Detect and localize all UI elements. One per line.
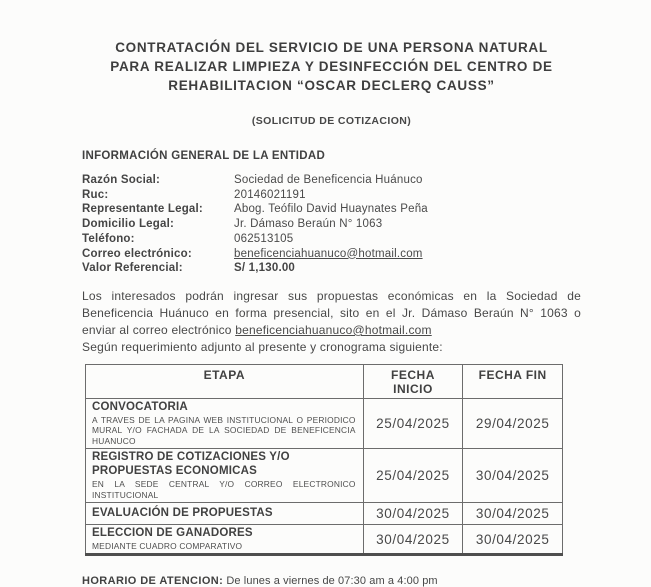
attention-hours-value: De lunes a viernes de 07:30 am a 4:00 pm xyxy=(223,575,438,587)
document-subtitle: (SOLICITUD DE COTIZACION) xyxy=(251,115,412,127)
date-end: 29/04/2025 xyxy=(463,398,563,448)
info-row-valor-referencial xyxy=(82,261,581,276)
stage-cell xyxy=(86,524,364,554)
info-label: Razón Social: xyxy=(82,174,161,186)
stage-cell xyxy=(86,502,364,524)
date-end: 30/04/2025 xyxy=(463,524,563,554)
document-title xyxy=(82,38,581,95)
date-start: 25/04/2025 xyxy=(363,398,463,448)
stage-detail: A TRAVES DE LA PAGINA WEB INSTITUCIONAL O PERIODICO MURAL Y/O FACHADA DE LA SOCIEDAD DE BENEFICENCIA HUANUCO xyxy=(92,414,356,446)
info-value: 062513105 xyxy=(234,232,294,245)
email-link[interactable]: beneficenciahuanuco@hotmail.com xyxy=(234,247,423,260)
info-value: Jr. Dámaso Beraún N° 1063 xyxy=(234,218,383,231)
entity-info-grid xyxy=(82,173,581,276)
info-label: Valor Referencial: xyxy=(82,262,183,275)
info-value: Sociedad de Beneficencia Huánuco xyxy=(234,174,423,186)
info-value-referential: S/ 1,130.00 xyxy=(234,262,296,275)
info-label: Domicilio Legal: xyxy=(82,218,175,231)
title-line-2: PARA REALIZAR LIMPIEZA Y DESINFECCIÓN DEL CENTRO DE xyxy=(110,59,553,74)
stage-detail: EN LA SEDE CENTRAL Y/O CORREO ELECTRONICO INSTITUCIONAL xyxy=(92,479,356,500)
info-row-representante-legal xyxy=(82,202,581,217)
info-value: Abog. Teófilo David Huaynates Peña xyxy=(234,203,428,216)
date-start: 30/04/2025 xyxy=(363,502,463,524)
info-row-ruc xyxy=(82,188,581,203)
date-end: 30/04/2025 xyxy=(463,449,563,503)
date-start: 30/04/2025 xyxy=(363,524,463,554)
schedule-table xyxy=(85,364,563,556)
stage-name: ELECCION DE GANADORES xyxy=(92,526,253,539)
info-label: Representante Legal: xyxy=(82,203,203,216)
section-heading-entity-info: INFORMACIÓN GENERAL DE LA ENTIDAD xyxy=(82,150,326,162)
attention-hours xyxy=(82,575,581,587)
info-label: Correo electrónico: xyxy=(82,247,192,260)
stage-name: REGISTRO DE COTIZACIONES Y/O PROPUESTAS ECONOMICAS xyxy=(92,451,290,478)
proposals-paragraph xyxy=(82,288,581,339)
stage-name: CONVOCATORIA xyxy=(92,400,188,413)
title-line-1: CONTRATACIÓN DEL SERVICIO DE UNA PERSONA NATURAL xyxy=(115,40,548,55)
info-row-telefono xyxy=(82,232,581,247)
info-label: Ruc: xyxy=(82,188,109,201)
stage-cell xyxy=(86,449,364,503)
stage-name: EVALUACIÓN DE PROPUESTAS xyxy=(92,506,273,519)
info-row-correo-electronico xyxy=(82,247,581,262)
header-fecha-inicio: FECHA INICIO xyxy=(363,364,463,398)
info-row-domicilio-legal xyxy=(82,217,581,232)
date-start: 25/04/2025 xyxy=(363,449,463,503)
table-row-convocatoria xyxy=(86,398,563,448)
stage-detail: MEDIANTE CUADRO COMPARATIVO xyxy=(92,540,243,551)
paragraph-email-link[interactable]: beneficenciahuanuco@hotmail.com xyxy=(235,322,432,337)
header-fecha-fin: FECHA FIN xyxy=(463,364,563,398)
info-label: Teléfono: xyxy=(82,232,135,245)
paragraph-text: Los interesados podrán ingresar sus propuestas económicas en la Sociedad de Beneficencia Huánuco en forma presencial, sito en el Jr. Dámaso Beraún N° 1063 o enviar al correo electrónico xyxy=(82,288,581,337)
table-row-eleccion xyxy=(86,524,563,554)
table-row-registro xyxy=(86,449,563,503)
title-line-3: REHABILITACION “OSCAR DECLERQ CAUSS” xyxy=(168,78,495,93)
stage-cell xyxy=(86,398,364,448)
header-etapa: ETAPA xyxy=(86,364,364,398)
attention-hours-label: HORARIO DE ATENCION: xyxy=(82,575,224,587)
info-row-razon-social xyxy=(82,173,581,188)
table-row-evaluacion xyxy=(86,502,563,524)
info-value: 20146021191 xyxy=(234,188,306,201)
table-header-row xyxy=(86,364,563,398)
cronograma-intro-line: Según requerimiento adjunto al presente y cronograma siguiente: xyxy=(82,339,443,354)
date-end: 30/04/2025 xyxy=(463,502,563,524)
